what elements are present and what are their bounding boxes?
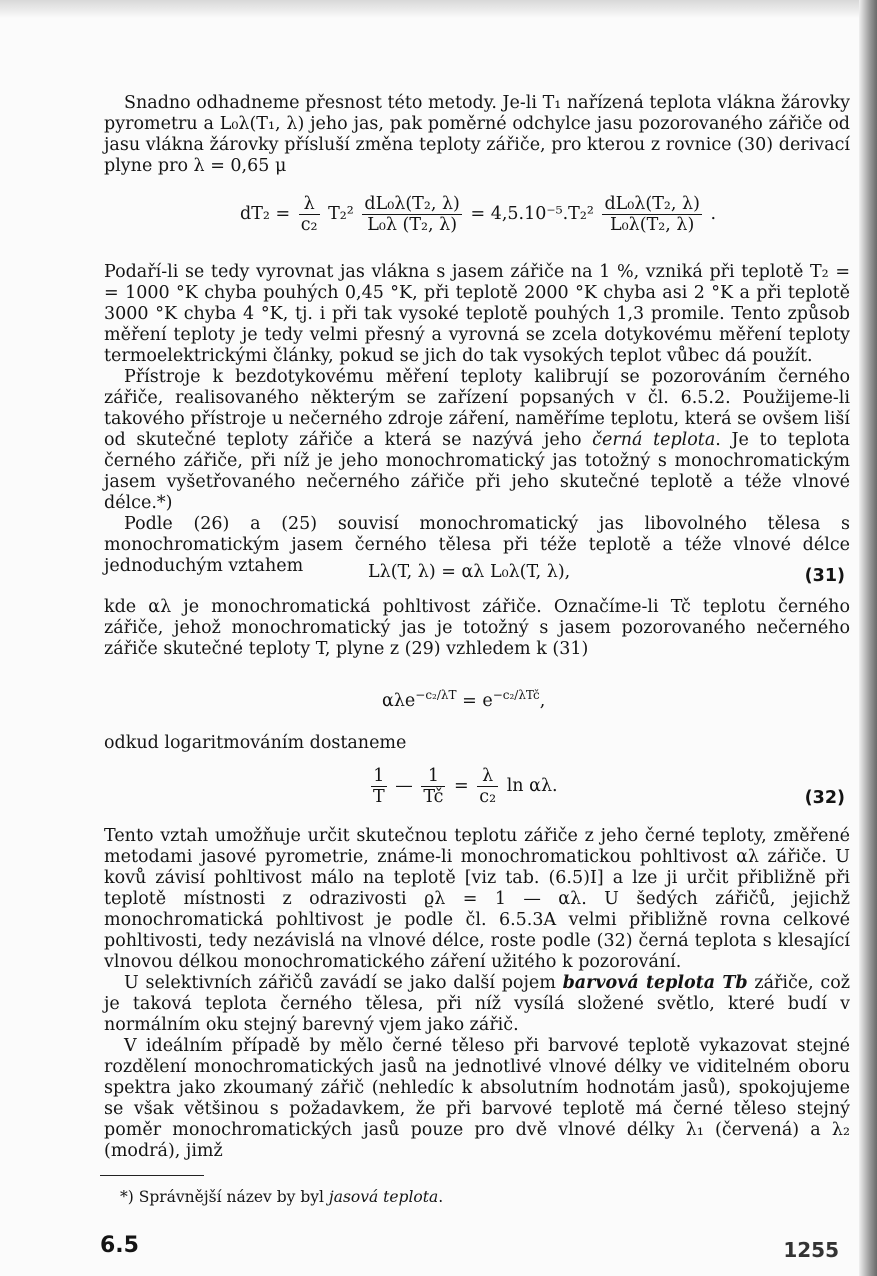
- eq32-fraction-1: [371, 766, 387, 807]
- fraction-denominator: Tč: [423, 787, 444, 807]
- eq-dT2-fraction-2: [362, 194, 462, 235]
- equation-exponential: [382, 680, 545, 716]
- footnote-term: jasová teplota: [328, 1188, 439, 1206]
- footnote-rule: [100, 1175, 204, 1176]
- paragraph-9: V ideálním případě by mělo černé těleso při barvové teplotě vykazovat stejné rozdělení monochromatických jasů na jednotlivé vlnové délky ve viditelném oboru spektra jako zkoumaný zářič (nehledíc k absolutním hodnotám jasů), spokojujeme se však většinou s požadavkem, že při barvové teplotě má černé těleso stejný poměr monochromatických jasů pouze pro dvě vlnové délky λ₁ (červená) a λ₂ (modrá), jimž: [104, 1036, 850, 1161]
- eq-dT2-fraction-3: [602, 194, 702, 235]
- paragraph-4: Podle (26) a (25) souvisí monochromatický jas libovolného tělesa s monochromatickým jasem černého tělesa při téže teplotě a téže vlnové délce jednoduchým vztahem: [104, 514, 850, 576]
- fraction-numerator: dL₀λ(T₂, λ): [364, 194, 460, 214]
- section-label: 6.5: [100, 1233, 139, 1258]
- footnote-suffix: .: [438, 1188, 444, 1206]
- eq32-equals: =: [454, 776, 469, 796]
- term-cerna-teplota: černá teplota: [592, 430, 716, 450]
- text-block-middle: [104, 262, 850, 577]
- fraction-denominator: L₀λ(T₂, λ): [610, 215, 695, 235]
- eq-dT2-term: T₂²: [328, 204, 354, 224]
- eq-exp-middle: = e: [462, 690, 493, 711]
- paragraph-3: [104, 367, 850, 514]
- eq-dT2-lhs: dT₂ =: [240, 204, 291, 224]
- paragraph-6: odkud logaritmováním dostaneme: [104, 733, 407, 753]
- paragraph-8: [104, 973, 850, 1036]
- eq-dT2-middle: = 4,5.10⁻⁵.T₂²: [470, 204, 594, 224]
- equation-31-number: (31): [804, 566, 845, 586]
- eq-exp-base: αλe: [382, 690, 416, 711]
- fraction-numerator: 1: [421, 766, 445, 787]
- equation-32-number: (32): [804, 788, 845, 808]
- eq32-fraction-3: [477, 766, 498, 807]
- eq32-tail: ln αλ.: [506, 776, 558, 796]
- eq32-fraction-2: [421, 766, 445, 807]
- paragraph-3-text-a: Přístroje k bezdotykovému měření teploty kalibrují se pozorováním černého zářiče, realisovaného některým se zařízení popsaných v čl. 6.5.2. Použijeme-li takového přístroje u nečerného zdroje záření, naměříme teplotu, která se ovšem liší od skutečné teploty zářiče a která se nazývá jeho: [104, 367, 850, 450]
- equation-32: [368, 766, 558, 807]
- fraction-numerator: dL₀λ(T₂, λ): [604, 194, 700, 214]
- eq-exp-end: ,: [539, 690, 546, 711]
- paragraph-1: Snadno odhadneme přesnost této metody. Je-li T₁ nařízená teplota vlákna žárovky pyrometru a L₀λ(T₁, λ) jeho jas, pak poměrné odchylce jasu pozorovaného zářiče od jasu vlákna žárovky přísluší změna teploty zářiče, pro kterou z rovnice (30) derivací plyne pro λ = 0,65 μ: [104, 93, 850, 176]
- equation-dT2: [240, 194, 716, 235]
- fraction-denominator: L₀λ (T₂, λ): [367, 215, 458, 235]
- eq-dT2-fraction-1: [299, 194, 320, 235]
- page-number: 1255: [783, 1238, 839, 1262]
- paragraph-7: Tento vztah umožňuje určit skutečnou teplotu zářiče z jeho černé teploty, změřené metodami jasové pyrometrie, známe-li monochromatickou pohltivost αλ zářiče. U kovů závisí pohltivost málo na teplotě [viz tab. (6.5)I] a lze ji určit přibližně při teplotě místnosti z odrazivosti ϱλ = 1 — αλ. U šedých zářičů, jejichž monochromatická pohltivost je podle čl. 6.5.3A velmi přibližně rovna celkové pohltivosti, tedy nezávislá na vlnové délce, roste podle (32) černá teplota s klesající vlnovou délkou monochromatického záření užitého k pozorování.: [104, 826, 850, 972]
- paragraph-3-text-b: . Je to teplota černého zářiče, při níž je jeho monochromatický jas totožný s monochromatickým jasem vyšetřovaného nečerného zářiče při jeho skutečné teplotě a téže vlnové délce.*): [104, 430, 850, 513]
- term-barvova-teplota: barvová teplota Tb: [562, 973, 748, 993]
- equation-31: Lλ(T, λ) = αλ L₀λ(T, λ),: [368, 562, 571, 582]
- fraction-denominator: c₂: [300, 215, 318, 235]
- footnote-prefix: *) Správnější název by byl: [120, 1188, 329, 1206]
- eq-exp-exponent-1: −c₂/λT: [415, 688, 457, 702]
- paragraph-8-text-b: zářiče, což je taková teplota černého tělesa, při níž vysílá složené světlo, které budí v normálním oku stejný barevný vjem jako zářič.: [104, 973, 850, 1035]
- fraction-denominator: c₂: [479, 787, 497, 807]
- paragraph-8-text-a: U selektivních zářičů zavádí se jako další pojem: [124, 973, 563, 993]
- eq32-minus: —: [395, 776, 413, 796]
- text-block-lower: [104, 826, 850, 1162]
- eq-exp-exponent-2: −c₂/λTč: [492, 688, 540, 702]
- scan-shadow-top: [0, 0, 877, 18]
- paragraph-2: Podaří-li se tedy vyrovnat jas vlákna s jasem zářiče na 1 %, vzniká při teplotě T₂ = = 1000 °K chyba pouhých 0,45 °K, při teplotě 2000 °K chyba asi 2 °K a při teplotě 3000 °K chyba 4 °K, tj. i při tak vysoké teplotě pouhých 1,3 promile. Tento způsob měření teploty je tedy velmi přesný a vyrovná se zcela dotykovému měření teploty termoelektrickými články, pokud se jich do tak vysokých teplot vůbec dá použít.: [104, 262, 850, 366]
- fraction-numerator: λ: [477, 766, 498, 787]
- fraction-numerator: λ: [299, 194, 320, 215]
- text-block-log: [104, 733, 850, 754]
- footnote: [120, 1188, 443, 1206]
- paragraph-5: kde αλ je monochromatická pohltivost zářiče. Označíme-li Tč teplotu černého zářiče, jehož monochromatický jas je totožný s jasem pozorovaného nečerného zářiče skutečné teploty T, plyne z (29) vzhledem k (31): [104, 597, 850, 659]
- fraction-denominator: T: [373, 787, 385, 807]
- text-block-intro: [104, 93, 850, 177]
- binding-gutter-shadow: [859, 0, 877, 1276]
- eq-dT2-end: .: [710, 204, 717, 224]
- fraction-numerator: 1: [371, 766, 387, 787]
- text-block-alpha: [104, 597, 850, 660]
